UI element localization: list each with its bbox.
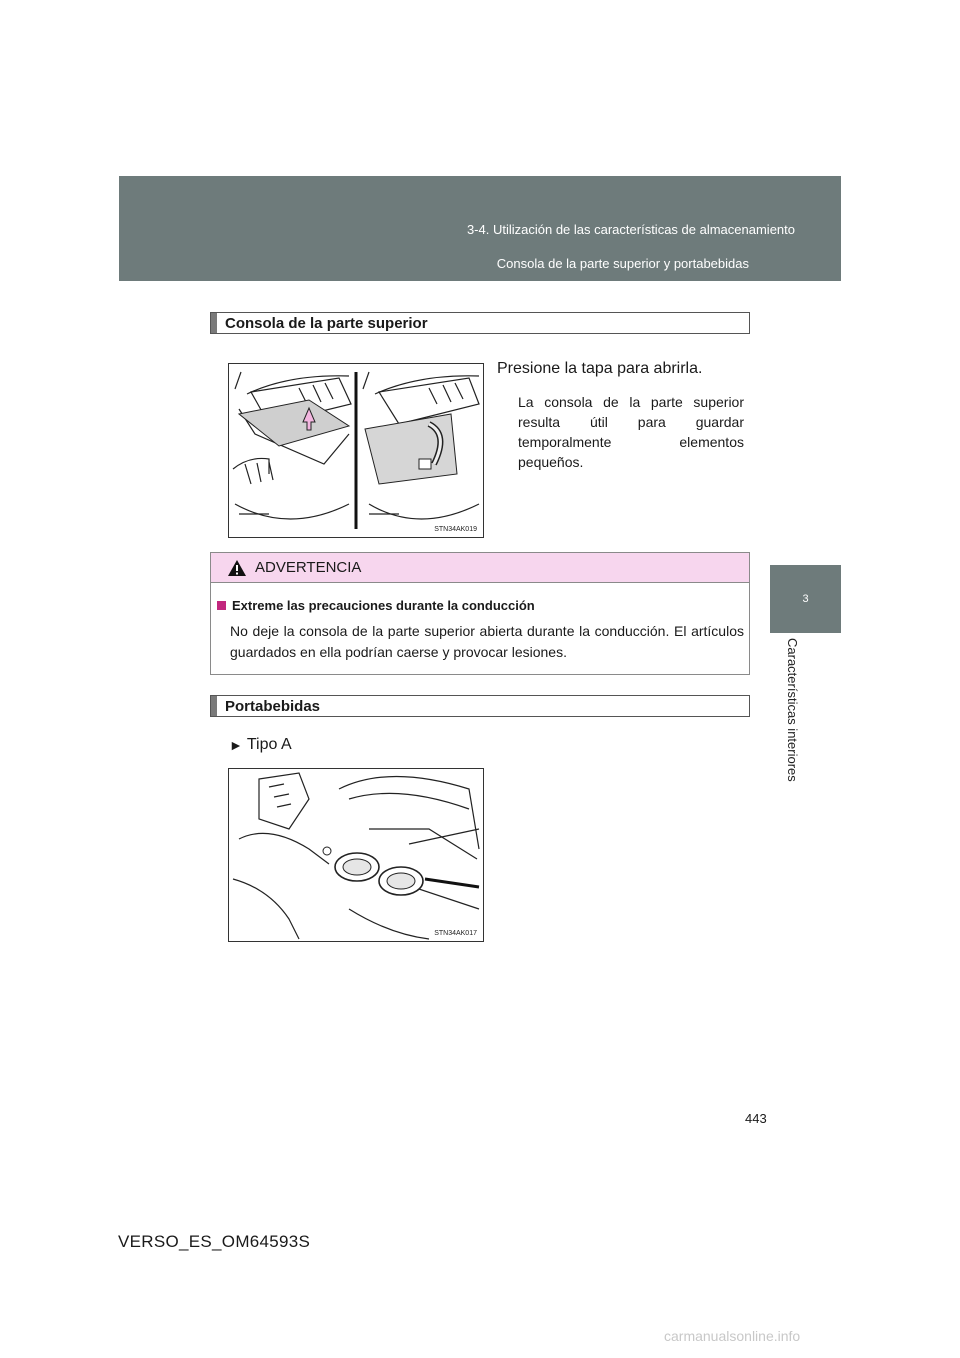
section-title: Portabebidas — [225, 697, 321, 715]
warning-subtitle — [217, 598, 535, 613]
section-header-cup-holders — [210, 695, 750, 717]
overhead-console-illustration — [229, 364, 483, 537]
header-band — [119, 176, 841, 281]
figure-code: STN34AK019 — [434, 526, 477, 533]
cup-holder-figure — [228, 768, 484, 942]
header-section-title: 3-4. Utilización de las características de almacenamiento — [466, 222, 795, 237]
overhead-console-figure — [228, 363, 484, 538]
instruction-title: Presione la tapa para abrirla. — [497, 360, 703, 377]
figure-code: STN34AK017 — [434, 930, 477, 937]
document-code: VERSO_ES_OM64593S — [118, 1232, 311, 1251]
warning-triangle-icon — [227, 559, 247, 577]
chapter-title: Características interiores — [785, 638, 800, 782]
warning-body: No deje la consola de la parte superior abierta durante la conducción. El artículos guardados en ella podrían caerse y provocar lesiones. — [230, 623, 744, 660]
warning-header — [211, 553, 749, 583]
warning-label: ADVERTENCIA — [255, 559, 362, 576]
section-title: Consola de la parte superior — [225, 314, 428, 332]
type-label-text: Tipo A — [246, 736, 292, 753]
cup-holder-illustration — [229, 769, 483, 941]
chapter-title-vertical — [786, 638, 806, 808]
header-subsection-title: Consola de la parte superior y portabebidas — [496, 256, 749, 271]
warning-subtitle-text: Extreme las precauciones durante la conducción — [232, 598, 535, 613]
watermark: carmanualsonline.info — [664, 1328, 801, 1344]
chapter-number-tab: 3 — [770, 565, 841, 633]
instruction-body: La consola de la parte superior resulta útil para guardar temporalmente elementos pequeños. — [518, 394, 744, 470]
warning-box — [210, 552, 750, 675]
type-label — [229, 736, 292, 754]
page-number: 443 — [745, 1111, 767, 1126]
square-bullet-icon — [217, 601, 226, 610]
triangle-pointer-icon: ► — [229, 737, 243, 753]
section-header-overhead-console — [210, 312, 750, 334]
